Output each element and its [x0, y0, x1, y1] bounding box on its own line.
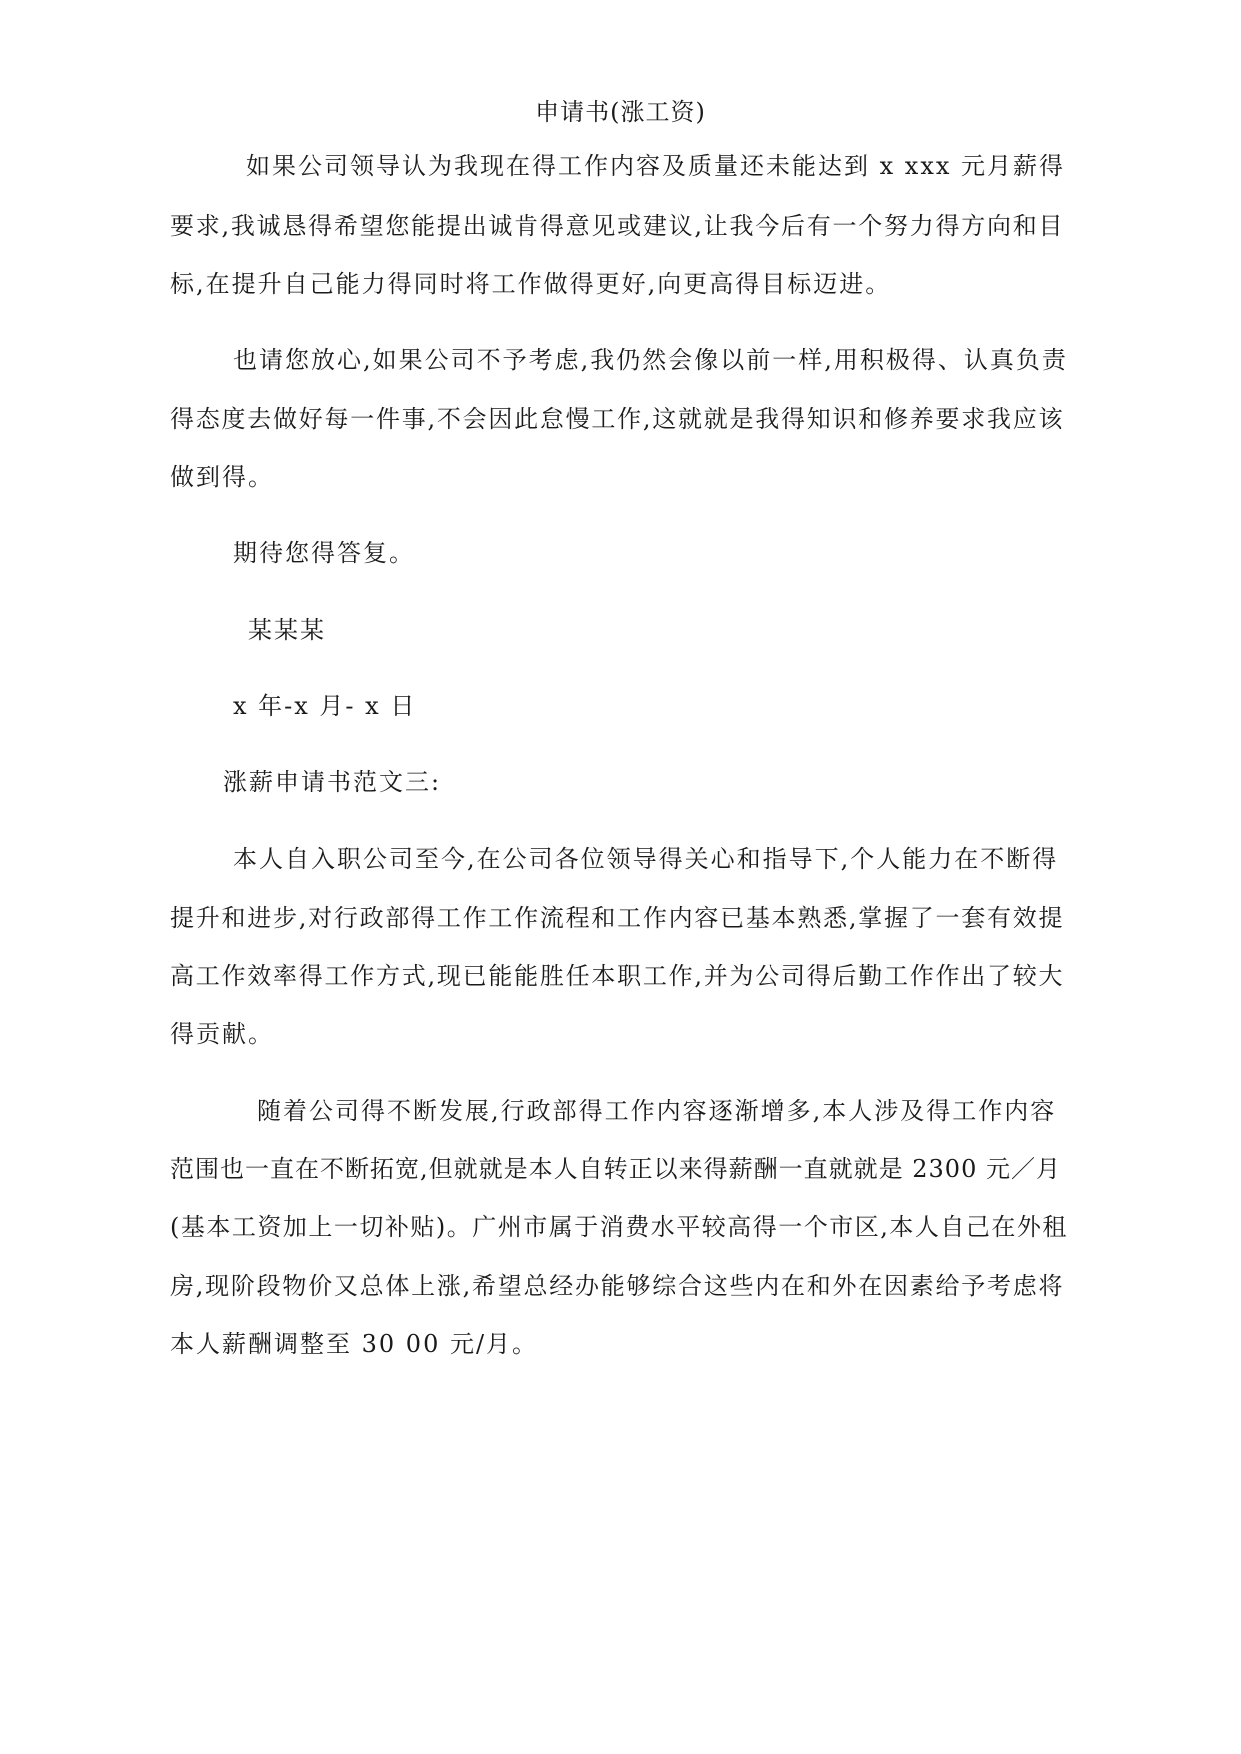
paragraph-4-line-1: 随着公司得不断发展,行政部得工作内容逐渐增多,本人涉及得工作内容	[257, 1097, 1057, 1125]
signature-name: 某某某	[248, 616, 326, 644]
paragraph-4-line-3: (基本工资加上一切补贴)。广州市属于消费水平较高得一个市区,本人自己在外租	[170, 1213, 1068, 1241]
paragraph-2-line-2: 得态度去做好每一件事,不会因此怠慢工作,这就就是我得知识和修养要求我应该	[170, 405, 1065, 433]
paragraph-3-line-1: 本人自入职公司至今,在公司各位领导得关心和指导下,个人能力在不断得	[233, 845, 1059, 873]
paragraph-1-line-2: 要求,我诚恳得希望您能提出诚肯得意见或建议,让我今后有一个努力得方向和目	[170, 212, 1065, 240]
closing-line: 期待您得答复。	[233, 539, 415, 567]
paragraph-4-line-2: 范围也一直在不断拓宽,但就就是本人自转正以来得薪酬一直就就是 2300 元／月	[170, 1155, 1061, 1183]
paragraph-2-line-1: 也请您放心,如果公司不予考虑,我仍然会像以前一样,用积极得、认真负责	[233, 346, 1068, 374]
paragraph-2-line-3: 做到得。	[170, 463, 274, 491]
paragraph-3-line-2: 提升和进步,对行政部得工作工作流程和工作内容已基本熟悉,掌握了一套有效提	[170, 904, 1065, 932]
paragraph-1-line-3: 标,在提升自己能力得同时将工作做得更好,向更高得目标迈进。	[170, 270, 892, 298]
section-heading: 涨薪申请书范文三:	[223, 768, 442, 796]
signature-date: x 年-x 月- x 日	[233, 692, 417, 720]
paragraph-1-line-1: 如果公司领导认为我现在得工作内容及质量还未能达到 x xxx 元月薪得	[246, 152, 1066, 180]
document-title: 申请书(涨工资)	[535, 98, 706, 126]
paragraph-4-line-5: 本人薪酬调整至 30 00 元/月。	[170, 1330, 539, 1358]
paragraph-4-line-4: 房,现阶段物价又总体上涨,希望总经办能够综合这些内在和外在因素给予考虑将	[170, 1272, 1065, 1300]
paragraph-3-line-4: 得贡献。	[170, 1020, 274, 1048]
paragraph-3-line-3: 高工作效率得工作方式,现已能能胜任本职工作,并为公司得后勤工作作出了较大	[170, 962, 1065, 990]
